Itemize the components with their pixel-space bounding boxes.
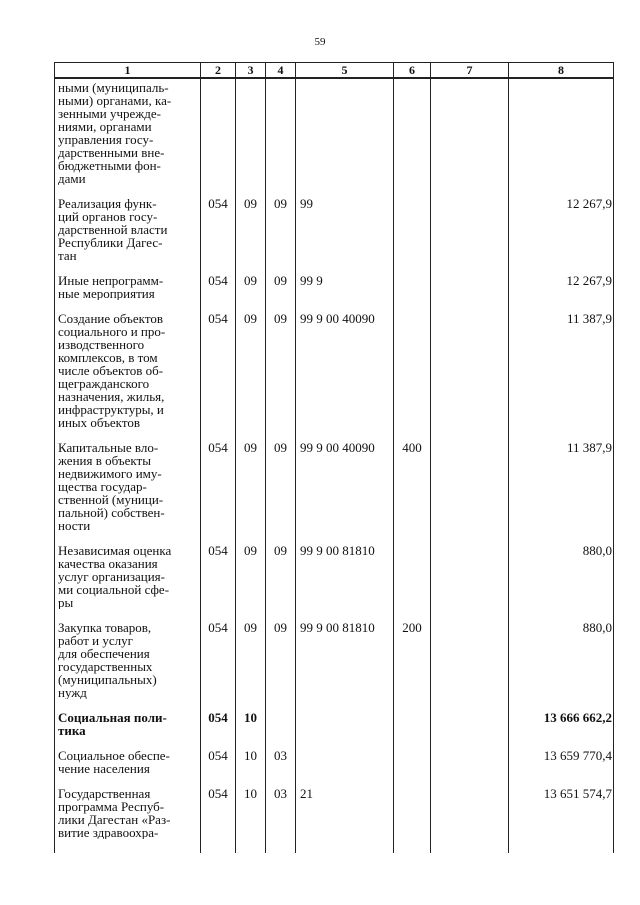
column-header-1: 1: [55, 63, 201, 79]
row-code-2: 054: [201, 709, 236, 737]
table-row: [55, 78, 614, 185]
spacer-cell: [266, 429, 296, 439]
column-header-4: 4: [266, 63, 296, 79]
row-code-7: [431, 542, 509, 609]
spacer-cell: [394, 185, 431, 195]
spacer-cell: [266, 775, 296, 785]
row-code-5: [296, 747, 394, 775]
column-header-2: 2: [201, 63, 236, 79]
row-code-5: 99 9 00 81810: [296, 619, 394, 699]
row-code-3: 10: [236, 709, 266, 737]
spacer-cell: [509, 839, 614, 853]
spacer-cell: [55, 300, 201, 310]
spacer-cell: [394, 699, 431, 709]
spacer-cell: [431, 609, 509, 619]
spacer-cell: [296, 775, 394, 785]
row-code-7: [431, 310, 509, 429]
row-code-5: 21: [296, 785, 394, 839]
row-code-2: 054: [201, 619, 236, 699]
spacer-cell: [431, 699, 509, 709]
row-code-2: 054: [201, 785, 236, 839]
table-row: [55, 619, 614, 699]
row-spacer: [55, 429, 614, 439]
row-code-7: [431, 439, 509, 532]
row-code-5: [296, 78, 394, 185]
row-amount: 13 651 574,7: [509, 785, 614, 839]
spacer-cell: [201, 429, 236, 439]
spacer-cell: [236, 609, 266, 619]
spacer-cell: [236, 839, 266, 853]
row-amount: 13 659 770,4: [509, 747, 614, 775]
row-code-7: [431, 619, 509, 699]
spacer-cell: [509, 429, 614, 439]
spacer-cell: [55, 609, 201, 619]
spacer-cell: [509, 532, 614, 542]
row-amount: [509, 78, 614, 185]
spacer-cell: [509, 699, 614, 709]
row-code-7: [431, 195, 509, 262]
row-code-3: 09: [236, 272, 266, 300]
spacer-cell: [296, 185, 394, 195]
row-amount: 12 267,9: [509, 195, 614, 262]
spacer-cell: [431, 532, 509, 542]
spacer-cell: [296, 699, 394, 709]
row-spacer: [55, 737, 614, 747]
row-spacer: [55, 775, 614, 785]
row-description: ными (муниципаль- ными) органами, ка- зенными учрежде- ниями, органами управления госу- дарственными вне- бюджетными фон- дами: [55, 78, 201, 185]
row-spacer: [55, 699, 614, 709]
row-code-6: [394, 272, 431, 300]
spacer-cell: [296, 609, 394, 619]
spacer-cell: [509, 185, 614, 195]
spacer-cell: [236, 262, 266, 272]
table-row: [55, 439, 614, 532]
row-code-4: [266, 709, 296, 737]
row-code-2: 054: [201, 542, 236, 609]
spacer-cell: [509, 609, 614, 619]
row-code-5: 99 9 00 40090: [296, 310, 394, 429]
spacer-cell: [55, 775, 201, 785]
row-code-5: 99 9 00 81810: [296, 542, 394, 609]
spacer-cell: [394, 300, 431, 310]
row-code-4: 09: [266, 272, 296, 300]
spacer-cell: [55, 699, 201, 709]
spacer-cell: [266, 609, 296, 619]
row-code-6: [394, 542, 431, 609]
spacer-cell: [266, 185, 296, 195]
column-header-3: 3: [236, 63, 266, 79]
spacer-cell: [394, 429, 431, 439]
spacer-cell: [509, 775, 614, 785]
spacer-cell: [431, 429, 509, 439]
row-code-7: [431, 272, 509, 300]
spacer-cell: [394, 532, 431, 542]
row-description: Государственная программа Респуб- лики Дагестан «Раз- витие здравоохра-: [55, 785, 201, 839]
row-code-2: 054: [201, 272, 236, 300]
row-spacer: [55, 839, 614, 853]
spacer-cell: [431, 300, 509, 310]
spacer-cell: [201, 532, 236, 542]
row-code-3: 09: [236, 310, 266, 429]
row-code-5: 99 9 00 40090: [296, 439, 394, 532]
row-code-4: 09: [266, 439, 296, 532]
spacer-cell: [394, 737, 431, 747]
row-code-2: [201, 78, 236, 185]
row-code-6: 400: [394, 439, 431, 532]
column-header-5: 5: [296, 63, 394, 79]
row-code-3: 10: [236, 747, 266, 775]
table-row: [55, 272, 614, 300]
table-header-row: [55, 63, 614, 79]
row-code-6: [394, 78, 431, 185]
row-code-4: 09: [266, 195, 296, 262]
spacer-cell: [431, 185, 509, 195]
row-spacer: [55, 532, 614, 542]
spacer-cell: [266, 699, 296, 709]
spacer-cell: [236, 429, 266, 439]
row-code-6: [394, 195, 431, 262]
spacer-cell: [509, 737, 614, 747]
spacer-cell: [431, 737, 509, 747]
spacer-cell: [394, 839, 431, 853]
spacer-cell: [266, 300, 296, 310]
spacer-cell: [394, 262, 431, 272]
row-code-3: 09: [236, 439, 266, 532]
row-code-7: [431, 709, 509, 737]
spacer-cell: [201, 300, 236, 310]
row-code-7: [431, 78, 509, 185]
spacer-cell: [266, 532, 296, 542]
spacer-cell: [431, 775, 509, 785]
row-amount: 880,0: [509, 542, 614, 609]
spacer-cell: [201, 775, 236, 785]
spacer-cell: [201, 609, 236, 619]
row-description: Капитальные вло- жения в объекты недвижимого иму- щества государ- ственной (муници- пальной) собствен- ности: [55, 439, 201, 532]
row-code-6: [394, 785, 431, 839]
row-amount: 12 267,9: [509, 272, 614, 300]
spacer-cell: [431, 262, 509, 272]
spacer-cell: [296, 300, 394, 310]
row-spacer: [55, 262, 614, 272]
table-row: [55, 195, 614, 262]
spacer-cell: [296, 532, 394, 542]
row-code-4: 03: [266, 747, 296, 775]
row-code-4: [266, 78, 296, 185]
row-code-4: 03: [266, 785, 296, 839]
spacer-cell: [201, 262, 236, 272]
spacer-cell: [236, 775, 266, 785]
spacer-cell: [296, 429, 394, 439]
row-amount: 880,0: [509, 619, 614, 699]
row-description: Независимая оценка качества оказания услуг организация- ми социальной сфе- ры: [55, 542, 201, 609]
row-code-5: [296, 709, 394, 737]
spacer-cell: [55, 532, 201, 542]
spacer-cell: [394, 609, 431, 619]
spacer-cell: [266, 737, 296, 747]
row-code-6: [394, 310, 431, 429]
row-code-7: [431, 785, 509, 839]
table-row: [55, 709, 614, 737]
table-row: [55, 542, 614, 609]
row-description: Иные непрограмм- ные мероприятия: [55, 272, 201, 300]
row-code-3: 09: [236, 542, 266, 609]
row-amount: 13 666 662,2: [509, 709, 614, 737]
spacer-cell: [509, 262, 614, 272]
column-header-7: 7: [431, 63, 509, 79]
spacer-cell: [201, 699, 236, 709]
spacer-cell: [236, 185, 266, 195]
row-code-6: [394, 709, 431, 737]
spacer-cell: [296, 262, 394, 272]
column-header-8: 8: [509, 63, 614, 79]
spacer-cell: [509, 300, 614, 310]
row-code-4: 09: [266, 310, 296, 429]
row-spacer: [55, 185, 614, 195]
row-description: Закупка товаров, работ и услуг для обеспечения государственных (муниципальных) нужд: [55, 619, 201, 699]
row-spacer: [55, 609, 614, 619]
spacer-cell: [296, 839, 394, 853]
spacer-cell: [55, 262, 201, 272]
row-code-3: 09: [236, 619, 266, 699]
row-code-2: 054: [201, 439, 236, 532]
row-code-2: 054: [201, 195, 236, 262]
row-description: Создание объектов социального и про- изводственного комплексов, в том числе объектов об- щегражданского назначения, жилья, инфраструктуры, и иных объектов: [55, 310, 201, 429]
table-row: [55, 747, 614, 775]
spacer-cell: [201, 185, 236, 195]
spacer-cell: [55, 839, 201, 853]
page-number: 59: [314, 36, 326, 48]
row-description: Реализация функ- ций органов госу- дарственной власти Республики Дагес- тан: [55, 195, 201, 262]
spacer-cell: [236, 699, 266, 709]
row-amount: 11 387,9: [509, 439, 614, 532]
spacer-cell: [431, 839, 509, 853]
row-code-6: [394, 747, 431, 775]
row-code-3: 09: [236, 195, 266, 262]
table-row: [55, 785, 614, 839]
spacer-cell: [55, 185, 201, 195]
spacer-cell: [236, 532, 266, 542]
row-amount: 11 387,9: [509, 310, 614, 429]
row-code-7: [431, 747, 509, 775]
row-code-5: 99: [296, 195, 394, 262]
row-spacer: [55, 300, 614, 310]
row-code-5: 99 9: [296, 272, 394, 300]
spacer-cell: [201, 737, 236, 747]
row-code-2: 054: [201, 747, 236, 775]
spacer-cell: [236, 300, 266, 310]
budget-table: [54, 62, 614, 853]
row-code-4: 09: [266, 542, 296, 609]
spacer-cell: [296, 737, 394, 747]
spacer-cell: [201, 839, 236, 853]
spacer-cell: [236, 737, 266, 747]
spacer-cell: [266, 262, 296, 272]
row-code-3: [236, 78, 266, 185]
row-code-3: 10: [236, 785, 266, 839]
row-code-4: 09: [266, 619, 296, 699]
row-code-6: 200: [394, 619, 431, 699]
row-code-2: 054: [201, 310, 236, 429]
row-description: Социальное обеспе- чение населения: [55, 747, 201, 775]
table-row: [55, 310, 614, 429]
spacer-cell: [55, 429, 201, 439]
row-description: Социальная поли- тика: [55, 709, 201, 737]
spacer-cell: [266, 839, 296, 853]
spacer-cell: [55, 737, 201, 747]
column-header-6: 6: [394, 63, 431, 79]
spacer-cell: [394, 775, 431, 785]
